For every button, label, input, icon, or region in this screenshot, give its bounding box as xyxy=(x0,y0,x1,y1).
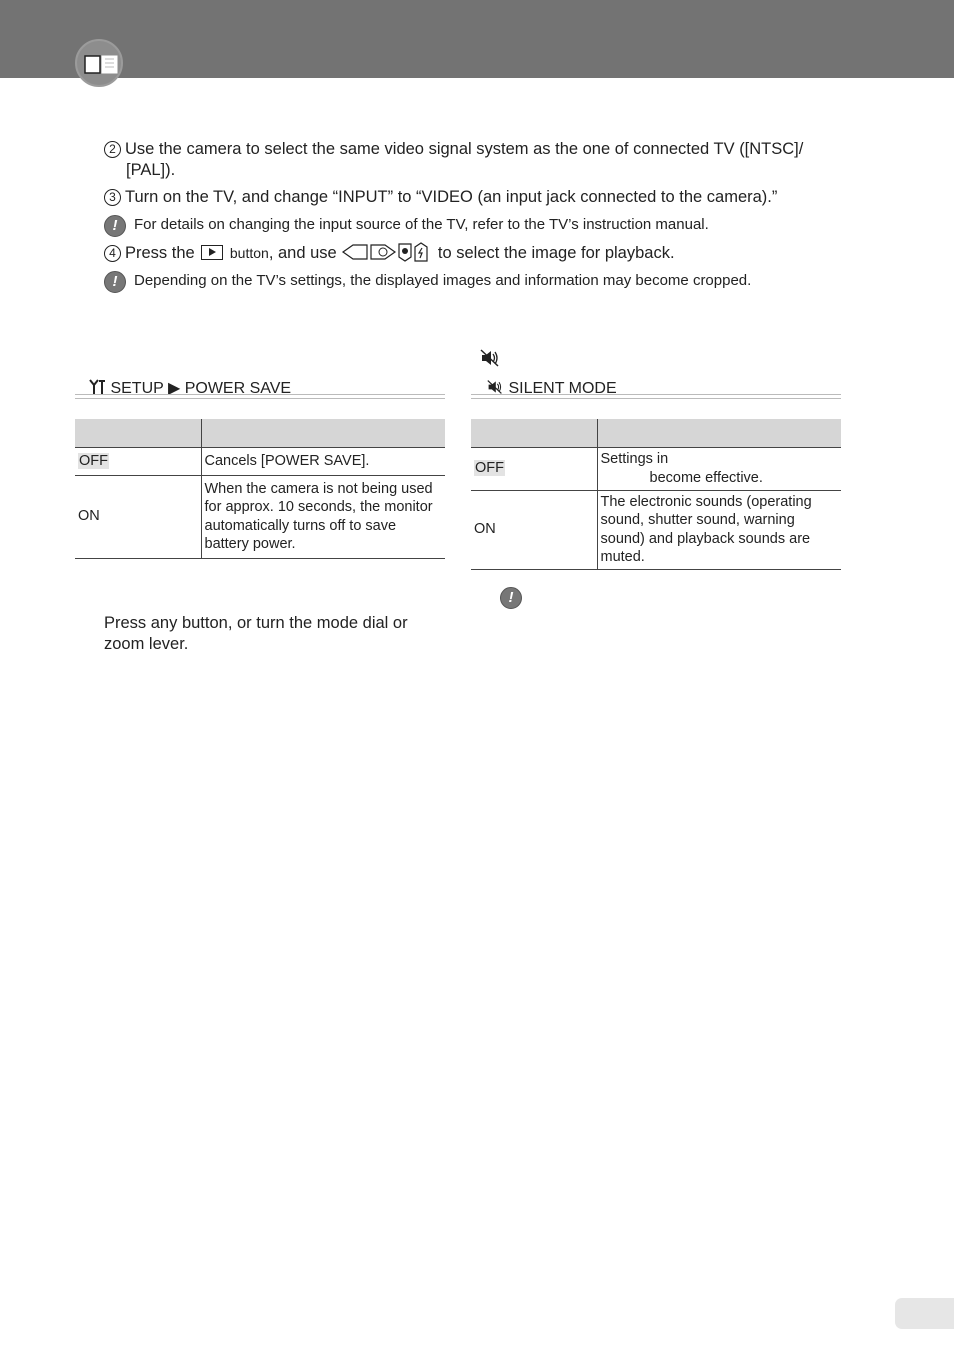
table-header-row xyxy=(75,419,445,447)
option-label: OFF xyxy=(475,460,504,477)
option-label: OFF xyxy=(79,452,108,469)
silent-mode-heading-text: SILENT MODE xyxy=(508,380,617,397)
button-word: button xyxy=(229,245,269,261)
description-cell: When the camera is not being used for approx. 10 seconds, the monitor automatically turns off to save battery power. xyxy=(201,475,445,558)
step-3 xyxy=(104,187,844,207)
step-number: 2 xyxy=(104,141,121,158)
caution-icon: ! xyxy=(104,271,126,293)
power-save-rule xyxy=(75,394,445,399)
description-cell: Cancels [POWER SAVE]. xyxy=(201,447,445,475)
option-cell: ON xyxy=(75,475,201,558)
step-number: 3 xyxy=(104,189,121,206)
caution-icon: ! xyxy=(104,215,126,237)
header-bar xyxy=(0,0,954,78)
description-line: Settings in xyxy=(600,451,669,467)
step-text: , and use xyxy=(268,244,337,262)
option-cell xyxy=(75,447,201,475)
caution-icon: ! xyxy=(500,587,522,609)
note-cropped: Depending on the TV’s settings, the displayed images and information may become cropped. xyxy=(134,272,752,289)
step-2-cont xyxy=(126,160,175,180)
step-text: to select the image for playback. xyxy=(437,244,675,262)
page-number-tab xyxy=(895,1298,954,1329)
setup-wrench-icon xyxy=(88,379,106,395)
power-save-heading-text: SETUP ▶ POWER SAVE xyxy=(110,380,292,397)
note-tv-input: For details on changing the input source of the TV, refer to the TV’s instruction manual. xyxy=(134,216,709,233)
silent-mode-icon xyxy=(486,379,504,395)
step-text-cont: [PAL]). xyxy=(126,161,176,179)
table-row xyxy=(471,490,841,569)
step-4 xyxy=(104,242,864,263)
step-2 xyxy=(104,139,844,159)
power-save-table xyxy=(75,419,445,559)
step-number: 4 xyxy=(104,245,121,262)
table-row xyxy=(75,447,445,475)
power-save-body: Press any button, or turn the mode dial or zoom lever. xyxy=(104,614,408,653)
description-cell xyxy=(597,447,841,490)
table-row xyxy=(471,447,841,490)
description-cell: The electronic sounds (operating sound, shutter sound, warning sound) and playback sounds are muted. xyxy=(597,490,841,569)
book-icon xyxy=(75,39,123,87)
step-text: Use the camera to select the same video signal system as the one of connected TV ([NTSC]/ xyxy=(125,140,804,158)
silent-mode-table xyxy=(471,419,841,570)
playback-button-icon xyxy=(201,245,223,260)
silent-mode-icon xyxy=(480,348,500,368)
description-line: become effective. xyxy=(649,469,763,486)
step-text: Press the xyxy=(125,244,195,262)
option-cell xyxy=(471,447,597,490)
option-cell: ON xyxy=(471,490,597,569)
silent-mode-rule xyxy=(471,394,841,399)
arrow-pad-icon xyxy=(341,242,433,262)
step-text: Turn on the TV, and change “INPUT” to “VIDEO (an input jack connected to the camera).” xyxy=(125,188,778,206)
table-header-row xyxy=(471,419,841,447)
table-row xyxy=(75,475,445,558)
